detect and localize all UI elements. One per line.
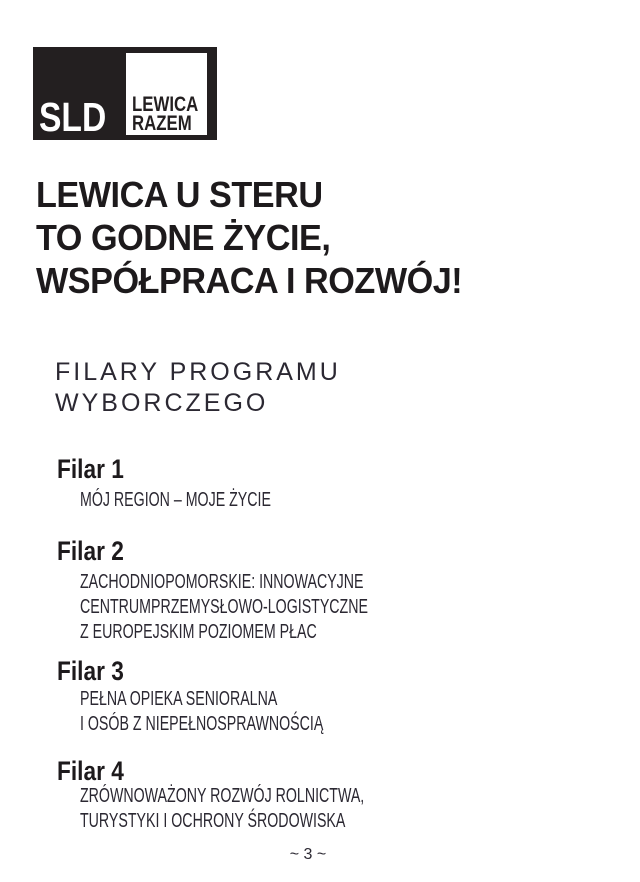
pillar-3-text	[80, 687, 323, 737]
sld-acronym: SLD	[39, 94, 107, 140]
pillar-2-line-2: CENTRUMPRZEMYSŁOWO-LOGISTYCZNE	[80, 596, 368, 618]
pillar-2-title: Filar 2	[57, 536, 124, 566]
section-title-line-2: WYBORCZEGO	[55, 389, 269, 417]
lewica-razem-text	[132, 95, 198, 133]
pillar-4-line-1: ZRÓWNOWAŻONY ROZWÓJ ROLNICTWA,	[80, 785, 365, 807]
pillar-4-text	[80, 784, 364, 834]
sld-logo	[33, 47, 217, 140]
lewica-label: LEWICA	[132, 93, 199, 116]
pillar-4-title: Filar 4	[57, 756, 124, 786]
pillar-2-text	[80, 570, 368, 645]
pillar-4-line-2: TURYSTYKI I OCHRONY ŚRODOWISKA	[80, 810, 346, 832]
pillar-3-line-2: I OSÓB Z NIEPEŁNOSPRAWNOŚCIĄ	[80, 713, 324, 735]
heading-line-1: LEWICA U STERU	[36, 174, 323, 215]
section-title-line-1: FILARY PROGRAMU	[55, 358, 341, 386]
heading-line-3: WSPÓŁPRACA I ROZWÓJ!	[36, 260, 463, 301]
pillar-1-title: Filar 1	[57, 454, 124, 484]
pillar-3-title: Filar 3	[57, 656, 124, 686]
pillar-1-line-1: MÓJ REGION – MOJE ŻYCIE	[80, 489, 271, 511]
razem-label: RAZEM	[132, 112, 192, 135]
pillar-2-line-3: Z EUROPEJSKIM POZIOMEM PŁAC	[80, 621, 317, 643]
lewica-razem-box	[126, 53, 207, 135]
heading-line-2: TO GODNE ŻYCIE,	[36, 217, 331, 258]
pillar-2-line-1: ZACHODNIOPOMORSKIE: INNOWACYJNE	[80, 571, 364, 593]
page-number: ~ 3 ~	[289, 846, 327, 863]
pillar-1-text	[80, 488, 271, 513]
main-heading	[36, 173, 462, 302]
section-title	[55, 357, 341, 419]
pillar-3-line-1: PEŁNA OPIEKA SENIORALNA	[80, 688, 278, 710]
